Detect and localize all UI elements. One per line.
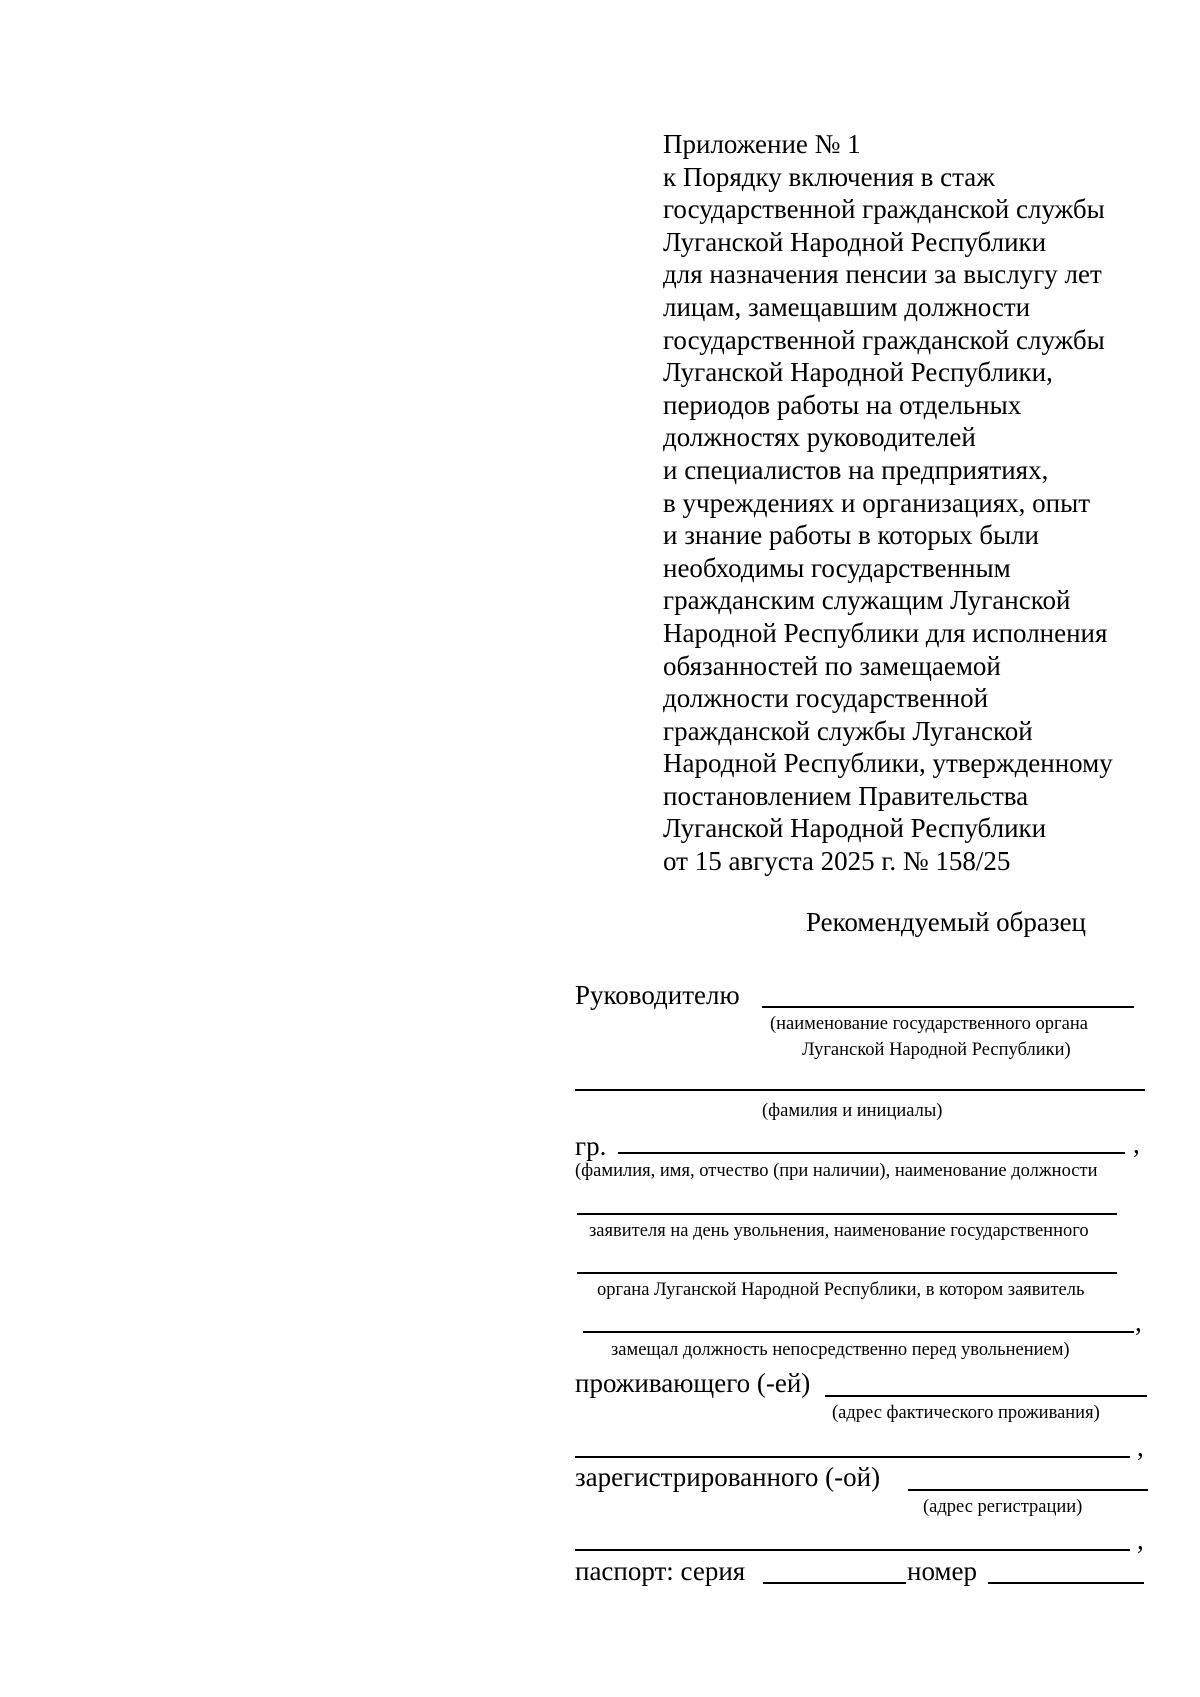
registered-label: зарегистрированного (-ой)	[575, 1462, 881, 1492]
appendix-line: постановлением Правительства	[663, 780, 1029, 811]
appendix-line: в учреждениях и организациях, опыт	[663, 487, 1091, 518]
appendix-line: от 15 августа 2025 г. № 158/25	[663, 846, 1011, 877]
registered-hint: (адрес регистрации)	[923, 1497, 1083, 1517]
applicant-field-2[interactable]	[577, 1213, 1117, 1215]
residing-field-2[interactable]	[575, 1456, 1130, 1458]
citizen-label: гр.	[575, 1131, 607, 1161]
appendix-line: и специалистов на предприятиях,	[663, 454, 1049, 485]
residing-hint: (адрес фактического проживания)	[832, 1403, 1100, 1423]
passport-number-label: номер	[907, 1556, 978, 1586]
appendix-line: и знание работы в которых были	[663, 520, 1040, 551]
residing-field[interactable]	[825, 1395, 1147, 1397]
appendix-line: обязанностей по замещаемой	[663, 650, 1001, 681]
applicant-hint-3: органа Луганской Народной Республики, в котором заявитель	[597, 1280, 1085, 1300]
appendix-line: должности государственной	[663, 683, 989, 714]
appendix-line: должностях руководителей	[663, 422, 976, 453]
comma: ,	[1137, 1432, 1144, 1462]
head-name-field[interactable]	[575, 1089, 1145, 1091]
applicant-hint-4: замещал должность непосредственно перед увольнением)	[611, 1340, 1070, 1360]
passport-series-field[interactable]	[763, 1582, 906, 1584]
appendix-line: Луганской Народной Республики,	[663, 357, 1053, 388]
appendix-line: периодов работы на отдельных	[663, 389, 1022, 420]
appendix-line: для назначения пенсии за выслугу лет	[663, 259, 1102, 290]
passport-number-field[interactable]	[988, 1582, 1144, 1584]
appendix-line: необходимы государственным	[663, 552, 1011, 583]
applicant-field-3[interactable]	[577, 1272, 1117, 1274]
initials-hint: (фамилия и инициалы)	[762, 1101, 943, 1121]
appendix-text	[663, 128, 1183, 878]
appendix-line: лицам, замещавшим должности	[663, 291, 1031, 322]
registered-field-2[interactable]	[575, 1549, 1130, 1551]
appendix-line: Приложение № 1	[663, 129, 861, 159]
appendix-line: к Порядку включения в стаж	[663, 161, 995, 192]
appendix-line: Луганской Народной Республики	[663, 813, 1047, 844]
appendix-line: гражданской службы Луганской	[663, 715, 1033, 746]
head-label: Руководителю	[575, 980, 740, 1010]
passport-series-label: паспорт: серия	[575, 1556, 746, 1586]
registered-field[interactable]	[908, 1489, 1148, 1491]
appendix-line: государственной гражданской службы	[663, 324, 1105, 355]
head-organ-field[interactable]	[762, 1006, 1134, 1008]
comma: ,	[1133, 1129, 1140, 1159]
appendix-line: государственной гражданской службы	[663, 194, 1105, 225]
applicant-hint-2: заявителя на день увольнения, наименование государственного	[589, 1221, 1089, 1241]
comma: ,	[1135, 1307, 1142, 1337]
head-hint-2: Луганской Народной Республики)	[802, 1040, 1071, 1060]
applicant-hint-1: (фамилия, имя, отчество (при наличии), наименование должности	[575, 1161, 1098, 1181]
citizen-field[interactable]	[618, 1152, 1125, 1154]
appendix-line: Народной Республики, утвержденному	[663, 748, 1113, 779]
applicant-field-4[interactable]	[583, 1331, 1134, 1333]
comma: ,	[1137, 1525, 1144, 1555]
appendix-line: Луганской Народной Республики	[663, 226, 1047, 257]
appendix-line: Народной Республики для исполнения	[663, 617, 1108, 648]
residing-label: проживающего (-ей)	[575, 1368, 811, 1398]
head-hint-1: (наименование государственного органа	[770, 1014, 1088, 1034]
appendix-line: гражданским служащим Луганской	[663, 585, 1071, 616]
sample-label: Рекомендуемый образец	[806, 907, 1087, 937]
